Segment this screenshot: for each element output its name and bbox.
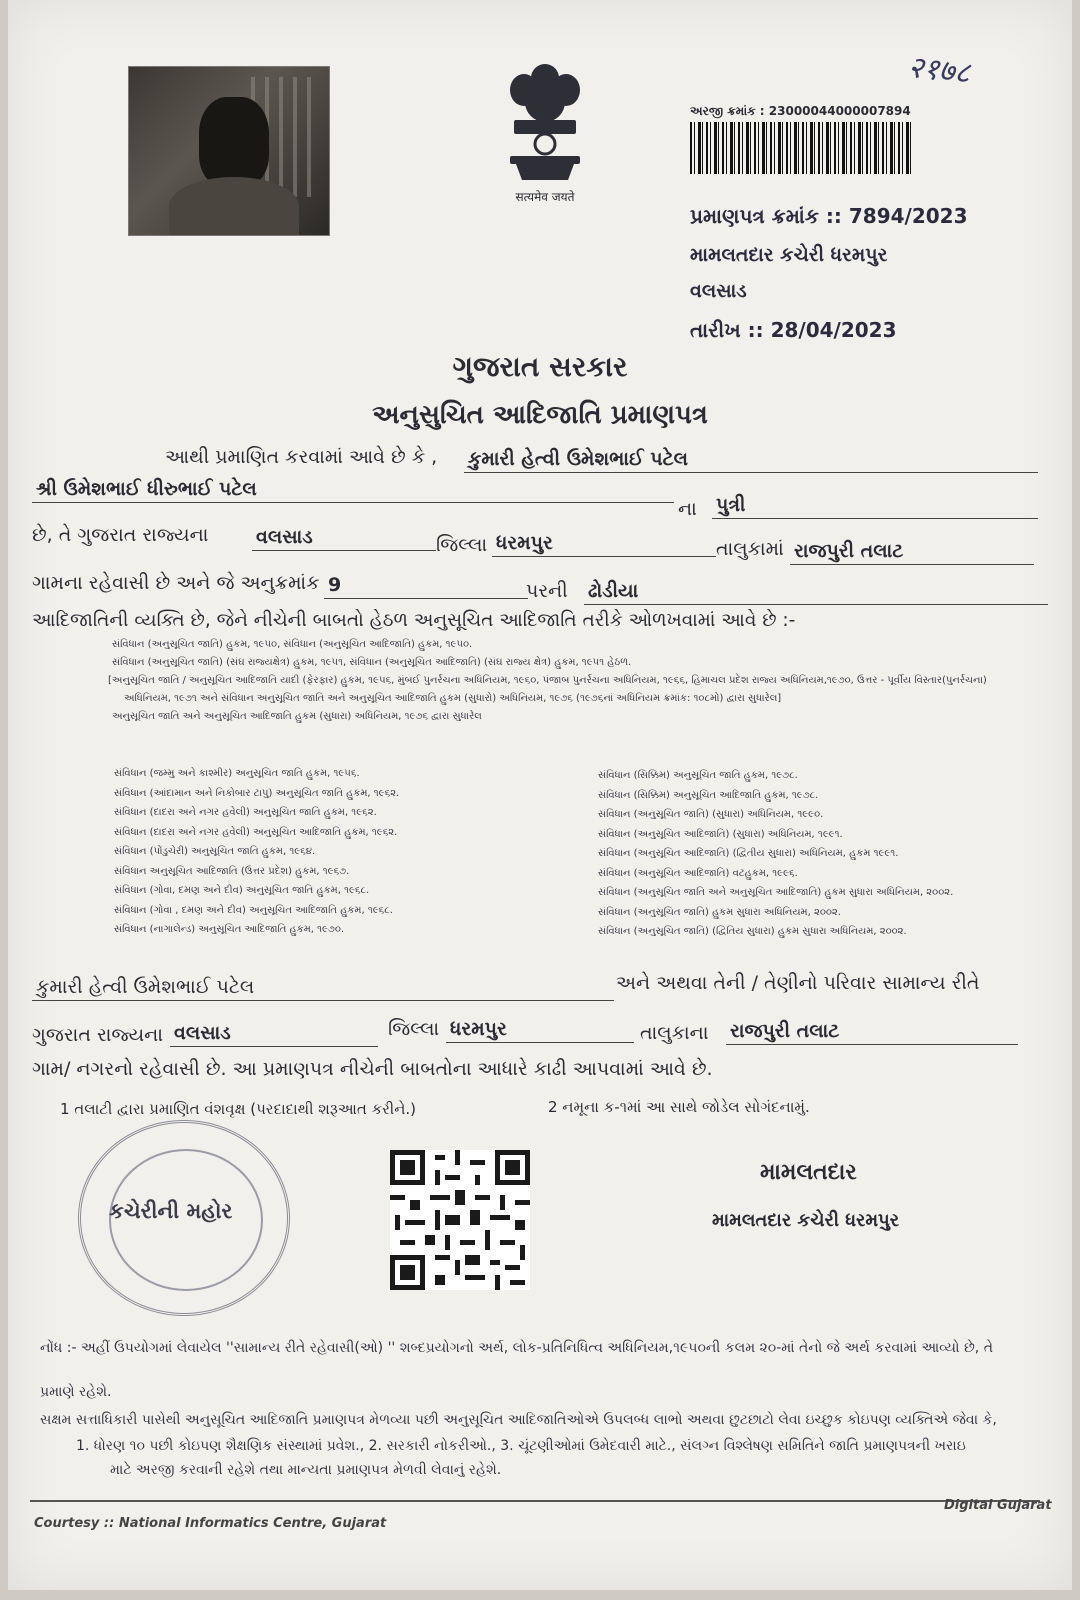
tribe-name: ઢોડીયા: [584, 580, 1048, 605]
order-item: સંવિધાન અનુસૂચિત આદિજાતિ (ઉત્તર પ્રદેશ) હુકમ, ૧૯૬૭.: [114, 865, 350, 877]
residence-village: રાજપુરી તલાટ: [726, 1020, 1018, 1045]
residence-holder-name: કુમારી હેત્વી ઉમેશભાઈ પટેલ: [32, 976, 614, 1001]
taluka-value: ધરમપુર: [492, 532, 716, 557]
resident-label: ગામના રહેવાસી છે અને જે અનુક્રમાંક: [32, 572, 320, 594]
serial-number: 9: [324, 574, 528, 599]
holder-name: કુમારી હેત્વી ઉમેશભાઈ પટેલ: [464, 448, 1038, 473]
order-item: સંવિધાન (સિક્કિમ) અનુસૂચિત આદિજાતિ હુકમ, ૧૯૭૮.: [598, 789, 819, 801]
order-line: [અનુસૂચિત જાતિ / અનુસૂચિત આદિજાતિ યાદી (ફેરફાર) હુકમ, ૧૯૫૬, મુંબઈ પુનર્રચના અધિનિયમ, ૧૯૬૦, પંજાબ પુનર્રચના અધિનિયમ, ૧૯૬૬, હિમાચલ પ્રદેશ રાજ્ય અધિનિયમ,૧૯૭૦, ઉત્તર - પૂર્વીય વિસ્તાર(પુનર્રચના): [108, 675, 987, 686]
orders-top: [108, 638, 1012, 724]
government-title: ગુજરાત સરકાર: [452, 350, 628, 383]
orders-right: [598, 766, 1038, 942]
order-item: સંવિધાન (અનુસૂચિત આદિજાતિ) (સુધારા) અધિનિયમ, ૧૯૯૧.: [598, 828, 843, 840]
note-1: નોંધ :- અહીં ઉપયોગમાં લેવાયેલ ''સામાન્ય રીતે રહેવાસી(ઓ) '' શબ્દપ્રયોગનો અર્થ, લોક-પ્રતિનિધિત્વ અધિનિયમ,૧૯૫૦ની કલમ ૨૦-માં તેનો જે અર્થ કરવામાં આવ્યો છે, તે: [40, 1340, 993, 1356]
order-line: સંવિધાન (અનુસૂચિત જાતિ) હુકમ, ૧૯૫૦, સંવિધાન (અનુસૂચિત આદિજાતિ) હુકમ, ૧૯૫૦.: [112, 639, 473, 650]
footer-courtesy: Courtesy :: National Informatics Centre, Gujarat: [34, 1516, 387, 1531]
order-line: અધિનિયમ, ૧૯૭૧ અને સંવિધાન અનુસૂચિત જાતિ અને અનુસૂચિત આદિજાતિ હુકમ (સુધારો) અધિનિયમ, ૧૯૭૬ (૧૯૭૬નાં અધિનિયમ ક્રમાંક: ૧૦૮મો) દ્વારા સુધારેલ]: [124, 693, 782, 704]
residence-taluka-label: તાલુકાના: [640, 1022, 709, 1044]
footer-brand: Digital Gujarat: [944, 1498, 1052, 1513]
issuing-office: મામલતદાર કચેરી ધરમપુર: [690, 244, 888, 266]
national-emblem-icon: [500, 58, 590, 208]
barcode: [690, 122, 914, 174]
par-label: પરની: [526, 580, 568, 602]
application-number: અરજી ક્રમાંક : 23000044000007894: [690, 104, 911, 118]
note-3-cont: માટે અરજી કરવાની રહેશે તથા માન્યતા પ્રમાણપત્ર મેળવી લેવાનું રહેશે.: [110, 1462, 502, 1478]
order-item: સંવિધાન (અનુસૂચિત આદિજાતિ) વટહુકમ, ૧૯૯૬.: [598, 867, 798, 879]
taluka-label: તાલુકામાં: [716, 538, 784, 560]
father-name: શ્રી ઉમેશભાઈ ધીરુભાઈ પટેલ: [32, 478, 674, 503]
order-item: સંવિધાન (દાદરા અને નગર હવેલી) અનુસૂચિત જાતિ હુકમ, ૧૯૬૨.: [114, 807, 377, 818]
order-item: સંવિધાન (ગોવા , દમણ અને દીવ) અનુસૂચિત આદિજાતિ હુકમ, ૧૯૬૮.: [114, 904, 393, 916]
note-1-cont: પ્રમાણે રહેશે.: [40, 1384, 112, 1400]
certify-label: આથી પ્રમાણિત કરવામાં આવે છે કે ,: [165, 446, 438, 468]
certificate-title: અનુસુચિત આદિજાતિ પ્રમાણપત્ર: [372, 400, 708, 430]
order-item: સંવિધાન (પોંડુચેરી) અનુસૂચિત જાતિ હુકમ, ૧૯૬૪.: [114, 846, 316, 857]
order-item: સંવિધાન (સિક્કિમ) અનુસૂચિત જાતિ હુકમ, ૧૯૭૮.: [598, 770, 798, 781]
note-2: સક્ષમ સત્તાધિકારી પાસેથી અનુસૂચિત આદિજાતિ પ્રમાણપત્ર મેળવ્યા પછી અનુસૂચિત આદિજાતિઓએ ઉપલબ્ધ લાભો અથવા છુટછાટો લેવા ઇચ્છુક કોઇપણ વ્યક્તિએ જેવા કે,: [40, 1412, 997, 1428]
family-text: અને અથવા તેની / તેણીનો પરિવાર સામાન્ય રીતે: [616, 972, 980, 994]
order-item: સંવિધાન (આંદામાન અને નિકોબાર ટાપુ) અનુસૂચિત જાતિ હુકમ, ૧૯૬૨.: [114, 787, 400, 799]
order-item: સંવિધાન (અનુસૂચિત જાતિ) (સુધારા) અધિનિયમ, ૧૯૯૦.: [598, 809, 824, 820]
village-value: રાજપુરી તલાટ: [790, 540, 1034, 565]
signatory-title: મામલતદાર: [760, 1160, 857, 1185]
order-line: સંવિધાન (અનુસૂચિત જાતિ) (સંઘ રાજ્યક્ષેત્ર) હુકમ, ૧૯૫૧, સંવિધાન (અનુસૂચિત આદિજાતિ) (સંઘ રાજ્ય ક્ષેત્ર) હુકમ, ૧૯૫૧ હેઠળ.: [112, 657, 632, 668]
seal-text: કચેરીની મહોર: [109, 1199, 233, 1223]
residence-state-label: ગુજરાત રાજ્યના: [32, 1024, 163, 1046]
order-item: સંવિધાન (જમ્મુ અને કાશ્મીર) અનુસૂચિત જાતિ હુકમ, ૧૯૫૬.: [114, 768, 360, 779]
handwritten-number: २१७८: [906, 49, 972, 92]
basis-item-1: 1 તલાટી દ્વારા પ્રમાણિત વંશવૃક્ષ (પરદાદાથી શરૂઆત કરીને.): [60, 1100, 417, 1118]
order-item: સંવિધાન (દાદરા અને નગર હવેલી) અનુસૂચિત આદિજાતિ હુકમ, ૧૯૬૨.: [114, 826, 398, 838]
basis-item-2: 2 નમૂના ક-૧માં આ સાથે જોડેલ સોગંદનામું.: [548, 1098, 810, 1116]
residence-taluka: ધરમપુર: [446, 1018, 634, 1043]
na-label: ના: [678, 498, 697, 520]
emblem-motto: सत्यमेव जयते: [515, 190, 575, 204]
district-value: વલસાડ: [252, 526, 436, 551]
order-item: સંવિધાન (અનુસૂચિત જાતિ) (દ્વિતિય સુધારા) હુકમ સુધારા અધિનિયમ, ૨૦૦૨.: [598, 926, 907, 937]
qr-code: [390, 1150, 530, 1290]
certificate-number: પ્રમાણપત્ર ક્રમાંક :: 7894/2023: [690, 204, 968, 228]
footer-divider: [30, 1500, 1040, 1502]
state-label: છે, તે ગુજરાત રાજ્યના: [32, 524, 209, 546]
order-item: સંવિધાન (નાગાલેન્ડ) અનુસૂચિત આદિજાતિ હુકમ, ૧૯૭૦.: [114, 924, 345, 935]
residence-district: વલસાડ: [170, 1022, 378, 1047]
order-item: સંવિધાન (ગોવા, દમણ અને દીવ) અનુસૂચિત જાતિ હુકમ, ૧૯૬૮.: [114, 885, 370, 896]
district-label: જિલ્લા: [436, 534, 488, 556]
issue-date: તારીખ :: 28/04/2023: [690, 318, 897, 342]
order-line: અનુસૂચિત જાતિ અને અનુસૂચિત આદિજાતિ હુકમ (સુધારા) અધિનિયમ, ૧૯૭૬ દ્વારા સુધારેલ: [112, 711, 482, 722]
orders-left: [114, 764, 574, 940]
order-item: સંવિધાન (અનુસૂચિત જાતિ અને અનુસૂચિત આદિજાતિ) હુકમ સુધારા અધિનિયમ, ૨૦૦૨.: [598, 887, 954, 898]
signatory-office: મામલતદાર કચેરી ધરમપુર: [712, 1210, 900, 1231]
order-item: સંવિધાન (અનુસૂચિત આદિજાતિ) (દ્વિતીય સુધારા) અધિનિયમ, હુકમ ૧૯૯૧.: [598, 848, 899, 859]
relation: પુત્રી: [712, 494, 1038, 519]
basis-text: ગામ/ નગરનો રહેવાસી છે. આ પ્રમાણપત્ર નીચેની બાબતોના આધારે કાઢી આપવામાં આવે છે.: [32, 1058, 713, 1080]
order-item: સંવિધાન (અનુસૂચિત જાતિ) હુકમ સુધારા અધિનિયમ, ૨૦૦૨.: [598, 906, 841, 918]
office-seal: [78, 1120, 290, 1316]
issuing-district: વલસાડ: [690, 280, 747, 302]
applicant-photo: [128, 66, 330, 236]
residence-district-label: જિલ્લા: [388, 1018, 440, 1040]
note-3: 1. ધોરણ ૧૦ પછી કોઇપણ શૈક્ષણિક સંસ્થામાં પ્રવેશ., 2. સરકારી નોકરીઓ., 3. ચૂંટણીઓમાં ઉમેદવારી માટે., સંલગ્ન વિશ્લેષણ સમિતિને જાતિ પ્રમાણપત્રની ખરાઇ: [76, 1438, 966, 1454]
recognized-text: આદિજાતિની વ્યક્તિ છે, જેને નીચેની બાબતો હેઠળ અનુસૂચિત આદિજાતિ તરીકે ઓળખવામાં આવે છે :-: [32, 610, 796, 631]
